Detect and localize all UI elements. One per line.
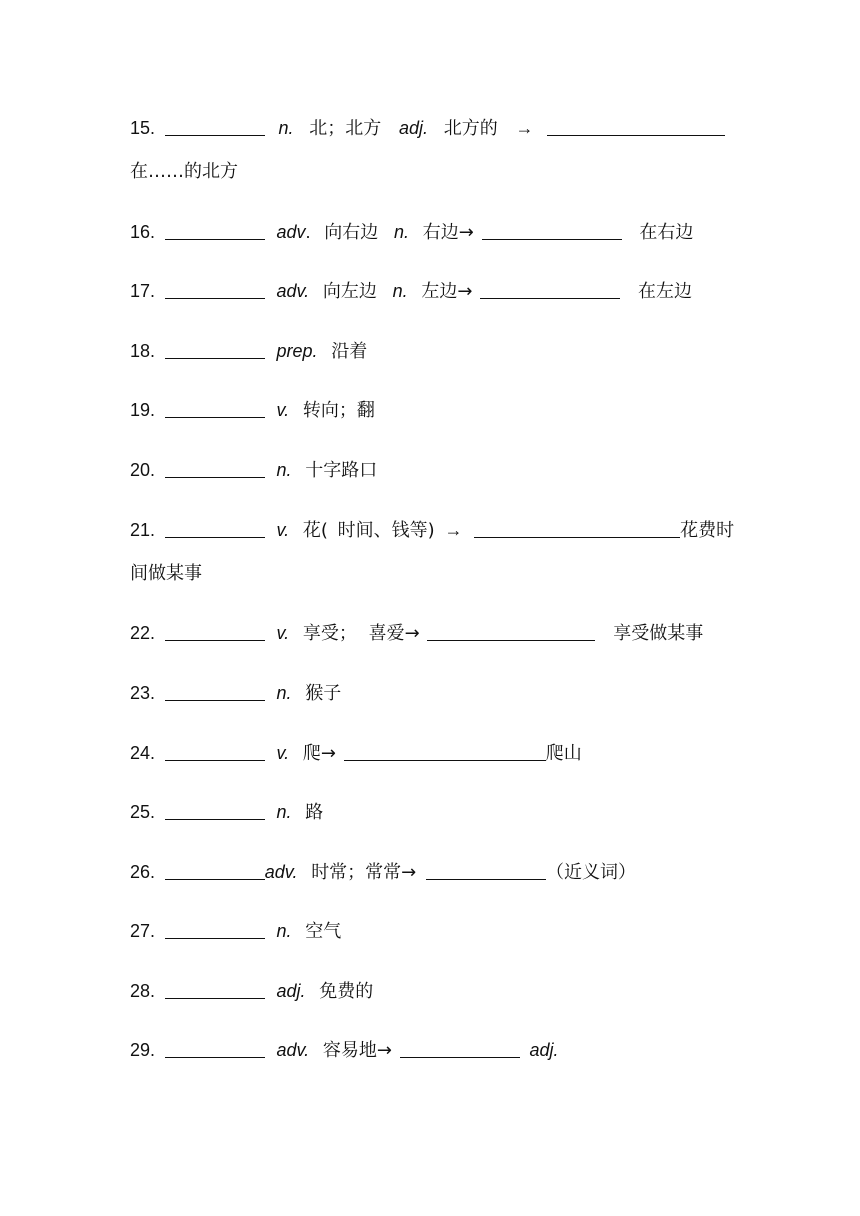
vocab-item-21 [130, 518, 734, 543]
vocab-item-26 [130, 860, 636, 885]
meaning: 容易地→ [322, 1040, 393, 1061]
answer-blank[interactable] [165, 682, 265, 701]
answer-blank[interactable] [165, 920, 265, 939]
item-number: 22. [130, 623, 156, 643]
part-of-speech: adj. [398, 118, 429, 138]
meaning: 时间、钱等) [337, 520, 435, 541]
answer-blank[interactable] [165, 801, 265, 820]
item-number: 29. [130, 1040, 156, 1060]
meaning: 免费的 [319, 981, 374, 1002]
meaning: 猴子 [305, 683, 342, 704]
meaning: 爬→ [302, 743, 336, 764]
answer-blank[interactable] [165, 340, 265, 359]
meaning: 北；北方 [309, 118, 382, 139]
part-of-speech: adj. [276, 981, 306, 1001]
meaning: 左边→ [421, 281, 473, 302]
meaning: （近义词） [546, 862, 637, 883]
vocab-item-21-continuation [130, 562, 202, 586]
part-of-speech: v. [276, 623, 290, 643]
item-number: 21. [130, 520, 156, 540]
meaning: 右边→ [422, 222, 474, 243]
part-of-speech: n. [276, 802, 292, 822]
vocab-item-22 [130, 621, 703, 646]
answer-blank[interactable] [344, 742, 546, 761]
item-number: 17. [130, 281, 156, 301]
meaning: 空气 [305, 921, 342, 942]
vocab-item-27 [130, 919, 341, 944]
vocab-item-18 [130, 339, 367, 364]
item-number: 20. [130, 460, 156, 480]
item-number: 25. [130, 802, 156, 822]
vocab-item-25 [130, 800, 323, 825]
vocab-item-15 [130, 116, 725, 141]
part-of-speech: prep. [276, 341, 318, 361]
meaning: 时常；常常→ [311, 862, 417, 883]
meaning: 沿着 [331, 341, 368, 362]
meaning: 十字路口 [305, 460, 378, 481]
answer-blank[interactable] [165, 459, 265, 478]
part-of-speech: n. [392, 281, 408, 301]
answer-blank[interactable] [165, 742, 265, 761]
part-of-speech: adv. [276, 281, 310, 301]
part-of-speech: v. [276, 743, 290, 763]
answer-blank[interactable] [547, 117, 725, 136]
vocab-item-28 [130, 979, 373, 1004]
answer-blank[interactable] [165, 980, 265, 999]
answer-blank[interactable] [165, 622, 265, 641]
meaning: 花费时 [680, 520, 735, 541]
answer-blank[interactable] [400, 1039, 520, 1058]
answer-blank[interactable] [480, 280, 620, 299]
vocab-item-23 [130, 681, 341, 706]
part-of-speech: v. [276, 520, 290, 540]
vocab-item-16 [130, 220, 693, 245]
vocab-item-20 [130, 458, 377, 483]
item-number: 27. [130, 921, 156, 941]
item-number: 26. [130, 862, 156, 882]
meaning: 转向；翻 [302, 400, 375, 421]
vocab-item-15-continuation [130, 160, 238, 184]
answer-blank[interactable] [165, 861, 265, 880]
meaning: 享受做某事 [613, 623, 704, 644]
part-of-speech: n. [276, 921, 292, 941]
part-of-speech: adv [276, 222, 306, 242]
meaning: 在左边 [637, 281, 692, 302]
answer-blank[interactable] [165, 1039, 265, 1058]
part-of-speech: adv. [276, 1040, 310, 1060]
part-of-speech: adv. [264, 862, 298, 882]
answer-blank[interactable] [165, 519, 265, 538]
meaning: 爬山 [545, 743, 582, 764]
answer-blank[interactable] [474, 519, 680, 538]
item-number: 28. [130, 981, 156, 1001]
item-number: 18. [130, 341, 156, 361]
part-of-speech: n. [394, 222, 410, 242]
answer-blank[interactable] [426, 861, 546, 880]
answer-blank[interactable] [482, 221, 622, 240]
arrow-symbol: → [515, 118, 534, 138]
part-of-speech: n. [278, 118, 294, 138]
meaning: 享受； [302, 623, 357, 644]
answer-blank[interactable] [165, 117, 265, 136]
meaning: 向右边 [324, 222, 379, 243]
part-of-speech: v. [276, 400, 290, 420]
part-of-speech: n. [276, 460, 292, 480]
vocab-item-19 [130, 398, 375, 423]
vocab-item-24 [130, 741, 582, 766]
meaning: 向左边 [322, 281, 377, 302]
answer-blank[interactable] [165, 399, 265, 418]
vocab-item-17 [130, 279, 692, 304]
meaning: 路 [305, 802, 324, 823]
meaning: 北方的 [443, 118, 498, 139]
answer-blank[interactable] [165, 221, 265, 240]
meaning: 喜爱→ [368, 623, 420, 644]
part-of-speech: adj. [529, 1040, 559, 1060]
arrow-symbol: → [444, 520, 463, 540]
item-number: 19. [130, 400, 156, 420]
meaning: 在右边 [639, 222, 694, 243]
pos-dot: . [305, 222, 311, 242]
item-number: 16. [130, 222, 156, 242]
answer-blank[interactable] [165, 280, 265, 299]
item-number: 24. [130, 743, 156, 763]
item-number: 15. [130, 118, 156, 138]
vocab-item-29 [130, 1038, 559, 1063]
meaning: 在……的北方 [130, 161, 238, 182]
meaning: 间做某事 [130, 563, 202, 584]
answer-blank[interactable] [427, 622, 595, 641]
meaning: 花( [302, 520, 328, 541]
item-number: 23. [130, 683, 156, 703]
part-of-speech: n. [276, 683, 292, 703]
